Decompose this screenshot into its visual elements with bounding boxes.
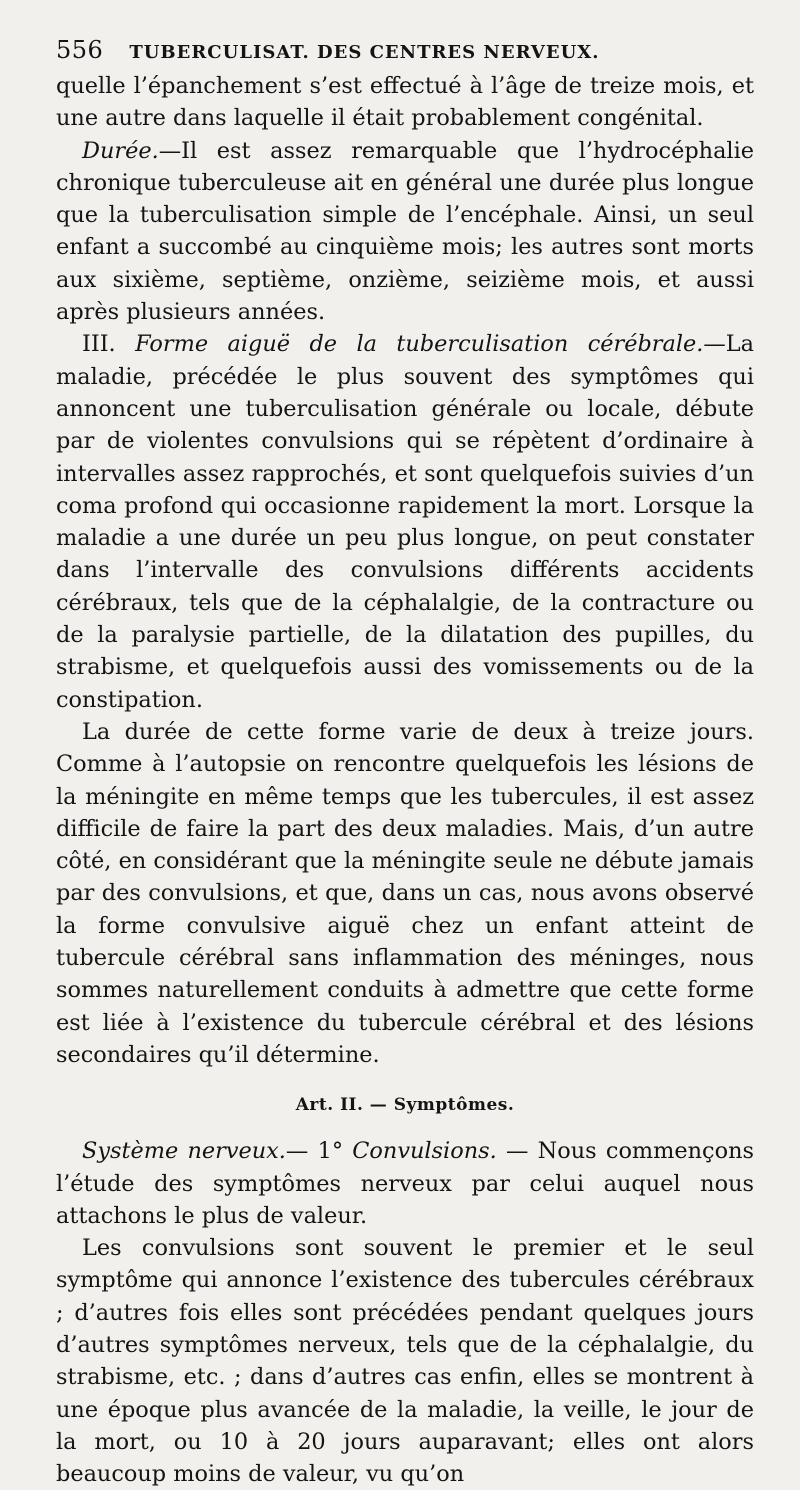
run-in-heading-convulsions: Convulsions. [352,1138,497,1165]
paragraph-text: —La maladie, précédée le plus souvent des symptômes qui annoncent une tuberculisation générale ou locale, débute par de violentes convulsions qui se répètent d’ordinaire à intervalles assez rapprochés, et sont quelquefois suivies d’un coma profond qui occasionne rapidement la mort. Lorsque la maladie a une durée un peu plus longue, on peut constater dans l’intervalle des convulsions différents accidents cérébraux, tels que de la céphalalgie, de la contracture ou de la paralysie partielle, de la dilatation des pupilles, du strabisme, et quelquefois aussi des vomissements ou de la constipation. [56,331,754,713]
paragraph-text: —Il est assez remarquable que l’hydrocéphalie chronique tuberculeuse ait en général une durée plus longue que la tuberculisation simple de l’encéphale. Ainsi, un seul enfant a succombé au cinquième mois; les autres sont morts aux sixième, septième, onzième, seizième mois, et aussi après plusieurs années. [56,137,754,326]
run-in-heading-forme-aigue: Forme aiguë de la tuberculisation cérébrale. [135,331,704,358]
paragraph-text: La durée de cette forme varie de deux à treize jours. Comme à l’autopsie on rencontre quelquefois les lésions de la méningite en même temps que les tubercules, il est assez difficile de faire la part des deux maladies. Mais, d’un autre côté, en considérant que la méningite seule ne débute jamais par des convulsions, et que, dans un cas, nous avons observé la forme convulsive aiguë chez un enfant atteint de tubercule cérébral sans inflammation des méninges, nous sommes naturellement conduits à admettre que cette forme est liée à l’existence du tubercule cérébral et des lésions secondaires qu’il détermine. [56,718,754,1068]
paragraph-systeme-nerveux [56,1135,754,1232]
section-number: III. [82,331,116,358]
paragraph-convulsions [56,1232,754,1490]
page-number: 556 [56,36,104,64]
paragraph-text: quelle l’épanchement s’est effectué à l’âge de treize mois, et une autre dans laquelle il était probablement congénital. [56,73,754,132]
running-head [56,30,754,70]
run-in-heading-systeme-nerveux: Système nerveux. [82,1138,286,1165]
paragraph-duree-forme [56,716,754,1071]
paragraph-text: Les convulsions sont souvent le premier et le seul symptôme qui annonce l’existence des tubercules cérébraux ; d’autres fois elles sont précédées pendant quelques jours d’autres symptômes nerveux, tels que de la céphalalgie, du strabisme, etc. ; dans d’autres cas enfin, elles se montrent à une époque plus avancée de la maladie, la veille, le jour de la mort, ou 10 à 20 jours auparavant; elles ont alors beaucoup moins de valeur, vu qu’on [56,1235,754,1488]
paragraph-continuation [56,70,754,135]
run-in-heading-duree: Durée. [82,137,159,164]
paragraph-text: — 1° [285,1138,353,1165]
paragraph-duree [56,135,754,329]
paragraph-forme-aigue [56,328,754,716]
body-text [56,70,754,1490]
section-heading-symptomes: Art. II. — Symptômes. [295,1095,515,1116]
paragraph-text: — Nous commençons l’étude des symptômes nerveux par celui auquel nous attachons le plus de valeur. [56,1138,754,1229]
running-title: TUBERCULISAT. DES CENTRES NERVEUX. [129,42,600,63]
